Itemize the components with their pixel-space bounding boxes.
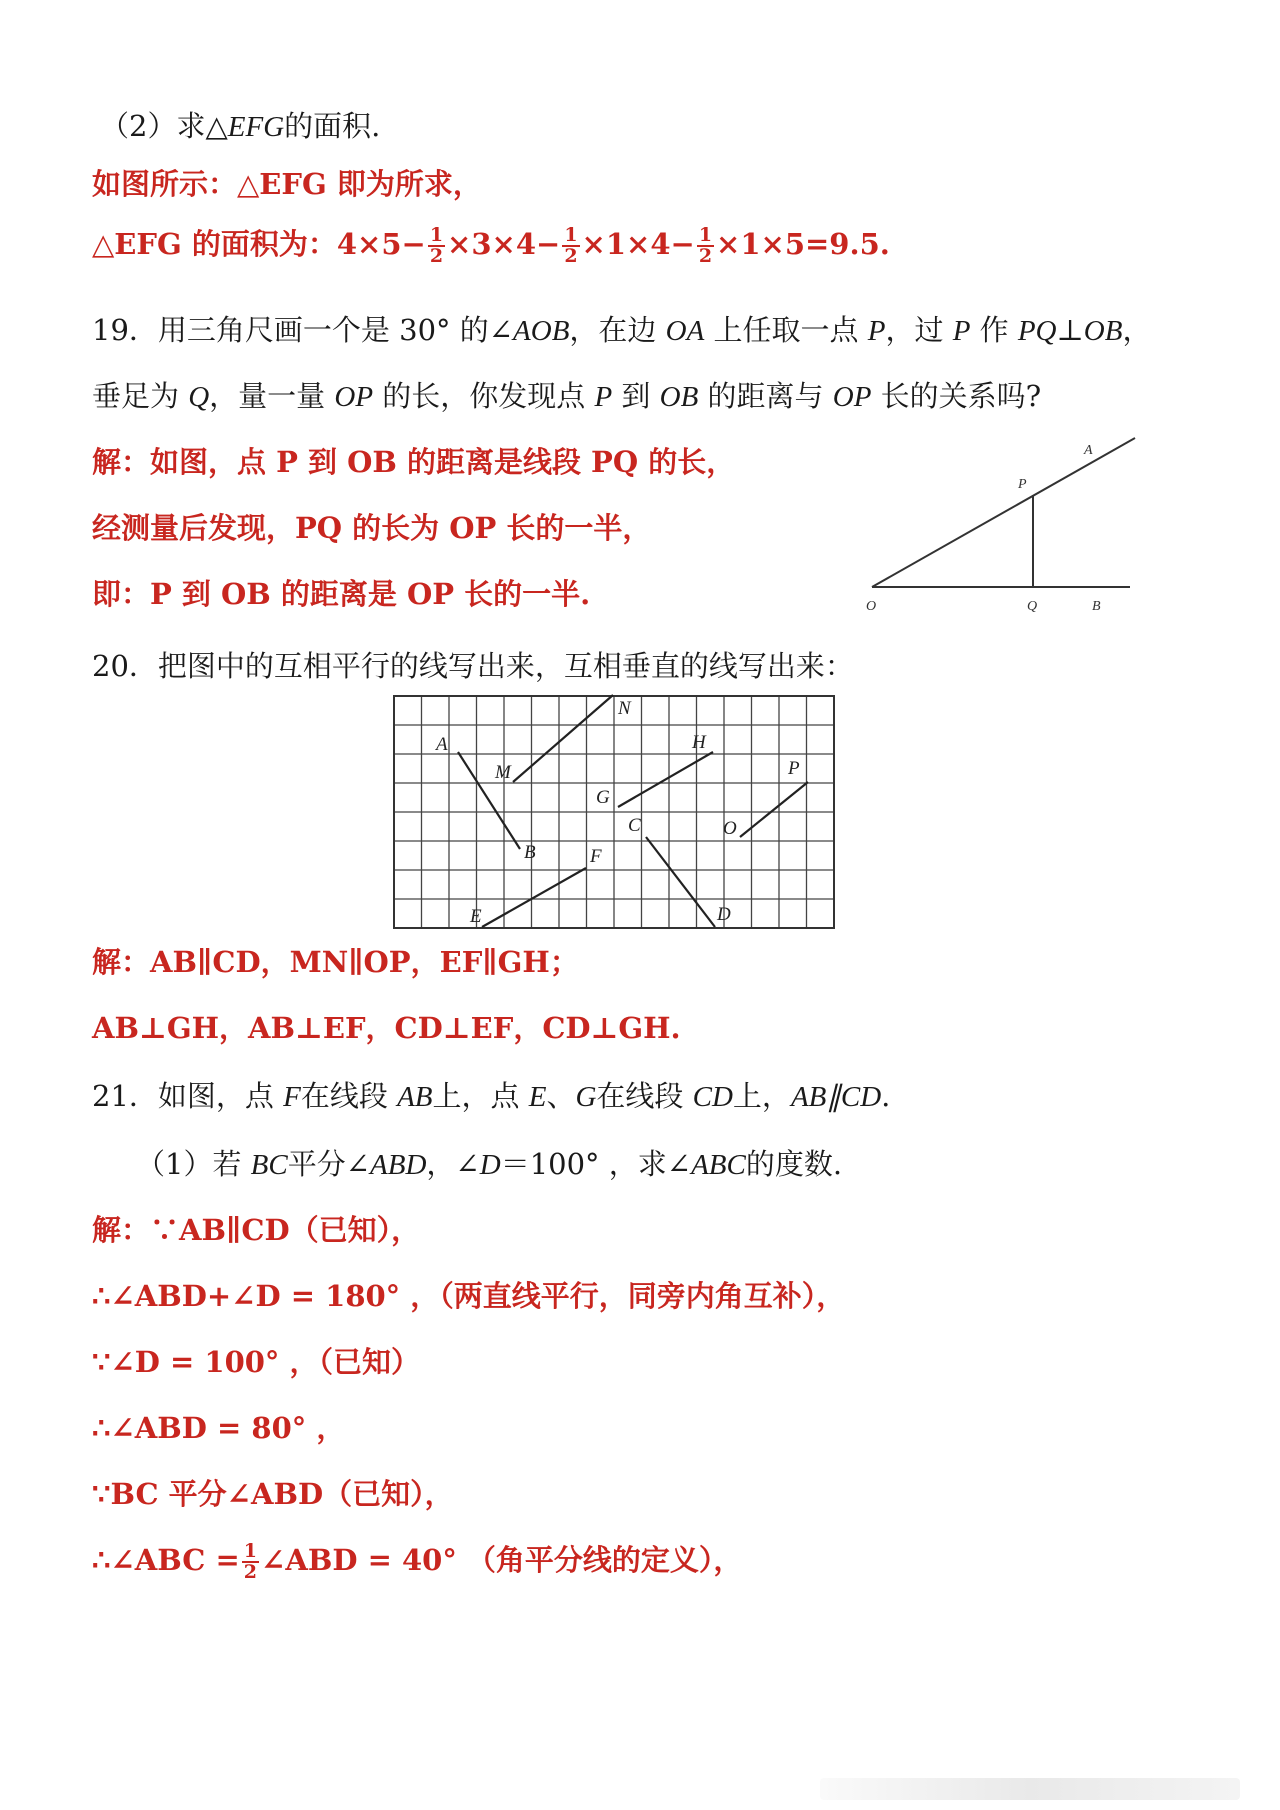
label-h: H	[692, 732, 706, 753]
label-n: N	[618, 698, 631, 719]
q20-question: 20．把图中的互相平行的线写出来，互相垂直的线写出来：	[92, 649, 854, 683]
fraction-half: $\frac{1}{2}$	[698, 224, 713, 267]
label-f: F	[590, 846, 602, 867]
segment-op	[740, 782, 808, 837]
q21-step2: ∴∠ABD+∠D = 180° ，（两直线平行，同旁内角互补），	[92, 1279, 846, 1313]
q21-step4: ∴∠ABD = 80° ，	[92, 1411, 346, 1445]
q21-step6: ∴∠ABC = $\frac{1}{2}$ ∠ABD = 40° （角平分线的定义），	[92, 1540, 743, 1583]
label-o: O	[723, 818, 737, 839]
label-b: B	[1092, 599, 1101, 612]
label-p: P	[788, 758, 800, 779]
q19-question-line2: 垂足为 Q，量一量 OP 的长，你发现点 P 到 OB 的距离与 OP 长的关系吗?	[92, 379, 1042, 413]
label-m: M	[495, 762, 511, 783]
segment-mn	[513, 695, 613, 782]
fraction-half: $\frac{1}{2}$	[243, 1540, 258, 1583]
label-e: E	[470, 906, 482, 927]
q19-answer-line2: 经测量后发现，PQ 的长为 OP 长的一半，	[92, 511, 652, 545]
label-a: A	[436, 734, 448, 755]
q19-answer-line1: 解：如图，点 P 到 OB 的距离是线段 PQ 的长，	[92, 445, 736, 479]
fraction-half: $\frac{1}{2}$	[564, 224, 578, 267]
q20-grid-figure	[392, 694, 836, 930]
segment-cd	[646, 837, 715, 927]
label-g: G	[596, 787, 610, 808]
label-q: Q	[1027, 599, 1038, 612]
q20-answer-perpendicular: AB⊥GH，AB⊥EF，CD⊥EF，CD⊥GH.	[92, 1011, 681, 1045]
q18-answer-line1: 如图所示：△EFG 即为所求，	[92, 167, 482, 201]
q21-part1-prompt: （1）若 BC平分∠ABD，∠D＝100° ，求∠ABC的度数.	[136, 1147, 843, 1181]
label-a: A	[1084, 443, 1093, 458]
label-p: P	[1018, 477, 1027, 492]
bottom-watermark-bar	[820, 1778, 1240, 1800]
segment-ef	[482, 868, 586, 927]
q21-step3: ∵∠D = 100° ，（已知）	[92, 1345, 421, 1379]
q19-question-line1: 19．用三角尺画一个是 30° 的∠AOB，在边 OA 上任取一点 P，过 P 作 PQ⊥OB，	[92, 313, 1152, 347]
fraction-half: $\frac{1}{2}$	[429, 224, 444, 267]
label-c: C	[628, 815, 641, 836]
q18-part2-prompt: （2）求△EFG的面积.	[100, 109, 381, 143]
q19-angle-figure	[860, 432, 1160, 612]
segment-gh	[618, 752, 713, 807]
label-b: B	[524, 842, 536, 863]
label-d: D	[717, 904, 731, 925]
q21-step5: ∵BC 平分∠ABD（已知），	[92, 1477, 454, 1511]
q18-answer-line2: △EFG 的面积为：4×5− $\frac{1}{2}$ ×3×4− $\frac{1}{2}$ ×1×4− $\frac{1}{2}$ ×1×5=9.5.	[92, 224, 890, 267]
ray-oa	[872, 438, 1135, 587]
q21-step1: 解：∵AB∥CD（已知），	[92, 1213, 421, 1247]
q21-question: 21．如图，点 F在线段 AB上，点 E、G在线段 CD上，AB∥CD.	[92, 1079, 891, 1113]
q19-answer-line3: 即：P 到 OB 的距离是 OP 长的一半.	[92, 577, 591, 611]
label-o: O	[866, 599, 877, 612]
q20-answer-parallel: 解：AB∥CD，MN∥OP，EF∥GH；	[92, 945, 579, 979]
